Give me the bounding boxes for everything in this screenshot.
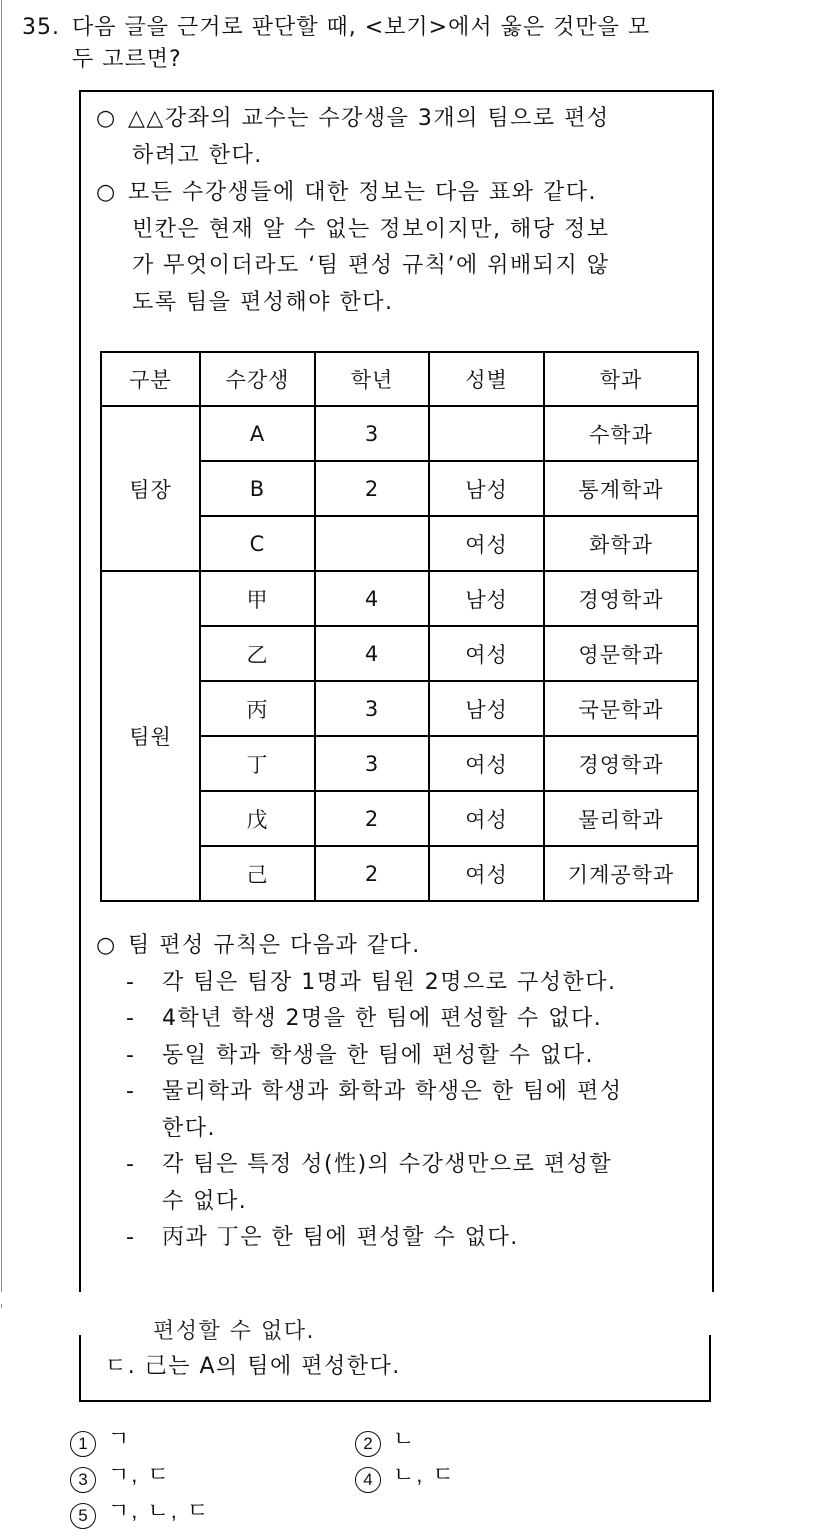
bogi-item-c: [105, 1349, 401, 1385]
passage-paragraph-1: [96, 101, 700, 174]
page-margin-rule: [1, 0, 2, 1292]
paragraph-line: 도록 팀을 편성해야 한다.: [132, 289, 394, 315]
cell-major: 영문학과: [544, 626, 698, 681]
cell-student: 己: [200, 846, 315, 901]
rule-text: 4학년 학생 2명을 한 팀에 편성할 수 없다.: [162, 1006, 603, 1031]
cell-major: 수학과: [544, 406, 698, 461]
column-header: 구분: [101, 352, 200, 406]
choice-4[interactable]: [355, 1458, 456, 1493]
choice-text: ㄱ, ㄴ, ㄷ: [108, 1498, 211, 1523]
cell-grade: 2: [315, 791, 429, 846]
circled-number-icon: 1: [70, 1431, 96, 1457]
group-label-leaders: 팀장: [101, 406, 200, 571]
question-number: 35.: [22, 15, 60, 40]
cell-major: 기계공학과: [544, 846, 698, 901]
column-header: 수강생: [200, 352, 315, 406]
cell-major: 물리학과: [544, 791, 698, 846]
cell-grade: 2: [315, 461, 429, 516]
cell-major: 경영학과: [544, 571, 698, 626]
cell-grade: 4: [315, 571, 429, 626]
cell-student: C: [200, 516, 315, 571]
dash-bullet: -: [126, 1042, 136, 1068]
table-header-row: [101, 352, 698, 406]
rule-item: [96, 1001, 706, 1038]
cell-student: 甲: [200, 571, 315, 626]
rule-text: 동일 학과 학생을 한 팀에 편성할 수 없다.: [162, 1042, 594, 1068]
cell-major: 화학과: [544, 516, 698, 571]
column-header: 성별: [429, 352, 544, 406]
cell-student: 乙: [200, 626, 315, 681]
circled-number-icon: 2: [355, 1431, 381, 1457]
choice-5[interactable]: [70, 1494, 210, 1529]
choice-1[interactable]: [70, 1422, 131, 1457]
rule-text: 각 팀은 팀장 1명과 팀원 2명으로 구성한다.: [162, 969, 617, 995]
rule-item: [96, 1147, 706, 1220]
rule-text-cont: 한다.: [162, 1115, 216, 1141]
cell-grade: 3: [315, 681, 429, 736]
rule-text: 물리학과 학생과 화학과 학생은 한 팀에 편성: [162, 1079, 623, 1104]
cell-grade: 4: [315, 626, 429, 681]
dash-bullet: -: [126, 1079, 136, 1104]
cell-student: 丁: [200, 736, 315, 791]
cell-gender: 남성: [429, 461, 544, 516]
circle-bullet-icon: ○: [96, 933, 117, 958]
rule-text: 각 팀은 특정 성(性)의 수강생만으로 편성할: [162, 1152, 613, 1177]
cell-grade: 3: [315, 406, 429, 461]
rule-item: [96, 1220, 706, 1257]
cell-gender: 남성: [429, 681, 544, 736]
cell-student: A: [200, 406, 315, 461]
paragraph-line: △△강좌의 교수는 수강생을 3개의 팀으로 편성: [128, 106, 610, 131]
circled-number-icon: 5: [70, 1503, 96, 1529]
bogi-box: [79, 1319, 711, 1402]
paragraph-line: 모든 수강생들에 대한 정보는 다음 표와 같다.: [128, 180, 597, 205]
paragraph-line: 빈칸은 현재 알 수 없는 정보이지만, 해당 정보: [132, 216, 610, 242]
bogi-item-text: 己는 A의 팀에 편성한다.: [144, 1354, 401, 1379]
cell-gender: 여성: [429, 846, 544, 901]
page-margin-tick: [1, 1304, 2, 1308]
choice-3[interactable]: [70, 1458, 171, 1493]
rules-intro: 팀 편성 규칙은 다음과 같다.: [128, 933, 421, 958]
cell-major: 경영학과: [544, 736, 698, 791]
question-stem: [22, 12, 782, 76]
choice-text: ㄴ, ㄷ: [393, 1462, 456, 1487]
table-row: [101, 406, 698, 461]
passage-paragraph-2: [96, 175, 700, 321]
rule-text: 丙과 丁은 한 팀에 편성할 수 없다.: [162, 1225, 519, 1250]
cell-grade: [315, 516, 429, 571]
rule-text-cont: 수 없다.: [162, 1188, 248, 1214]
rule-item: [96, 1074, 706, 1147]
choice-text: ㄱ: [108, 1426, 132, 1451]
dash-bullet: -: [126, 969, 136, 995]
paragraph-line: 하려고 한다.: [132, 142, 263, 168]
dash-bullet: -: [126, 1006, 136, 1031]
cell-student: B: [200, 461, 315, 516]
cell-student: 丙: [200, 681, 315, 736]
cell-gender: 여성: [429, 516, 544, 571]
cell-grade: 3: [315, 736, 429, 791]
rule-item: [96, 965, 706, 1002]
cell-grade: 2: [315, 846, 429, 901]
rule-item: [96, 1038, 706, 1075]
table-row: [101, 571, 698, 626]
circled-number-icon: 3: [70, 1467, 96, 1493]
dash-bullet: -: [126, 1152, 136, 1177]
column-header: 학년: [315, 352, 429, 406]
group-label-members: 팀원: [101, 571, 200, 901]
column-header: 학과: [544, 352, 698, 406]
cell-gender: 남성: [429, 571, 544, 626]
bogi-item-label: ㄷ.: [105, 1354, 137, 1379]
question-text-line2: 두 고르면?: [72, 47, 182, 72]
circle-bullet-icon: ○: [96, 180, 117, 205]
cell-major: 국문학과: [544, 681, 698, 736]
cell-gender: 여성: [429, 791, 544, 846]
circled-number-icon: 4: [355, 1467, 381, 1493]
cell-gender: [429, 406, 544, 461]
choice-text: ㄱ, ㄷ: [108, 1462, 171, 1487]
cell-major: 통계학과: [544, 461, 698, 516]
choice-2[interactable]: [355, 1422, 416, 1457]
cell-student: 戊: [200, 791, 315, 846]
student-table: [100, 351, 699, 902]
team-rules: [96, 928, 706, 1257]
cell-gender: 여성: [429, 626, 544, 681]
circle-bullet-icon: ○: [96, 106, 117, 131]
dash-bullet: -: [126, 1225, 136, 1250]
choice-text: ㄴ: [393, 1426, 417, 1451]
cut-off-line: 편성할 수 없다.: [153, 1319, 315, 1344]
question-text-line1: 다음 글을 근거로 판단할 때, <보기>에서 옳은 것만을 모: [72, 15, 651, 40]
cell-gender: 여성: [429, 736, 544, 791]
paragraph-line: 가 무엇이더라도 ‘팀 편성 규칙’에 위배되지 않: [132, 253, 610, 278]
